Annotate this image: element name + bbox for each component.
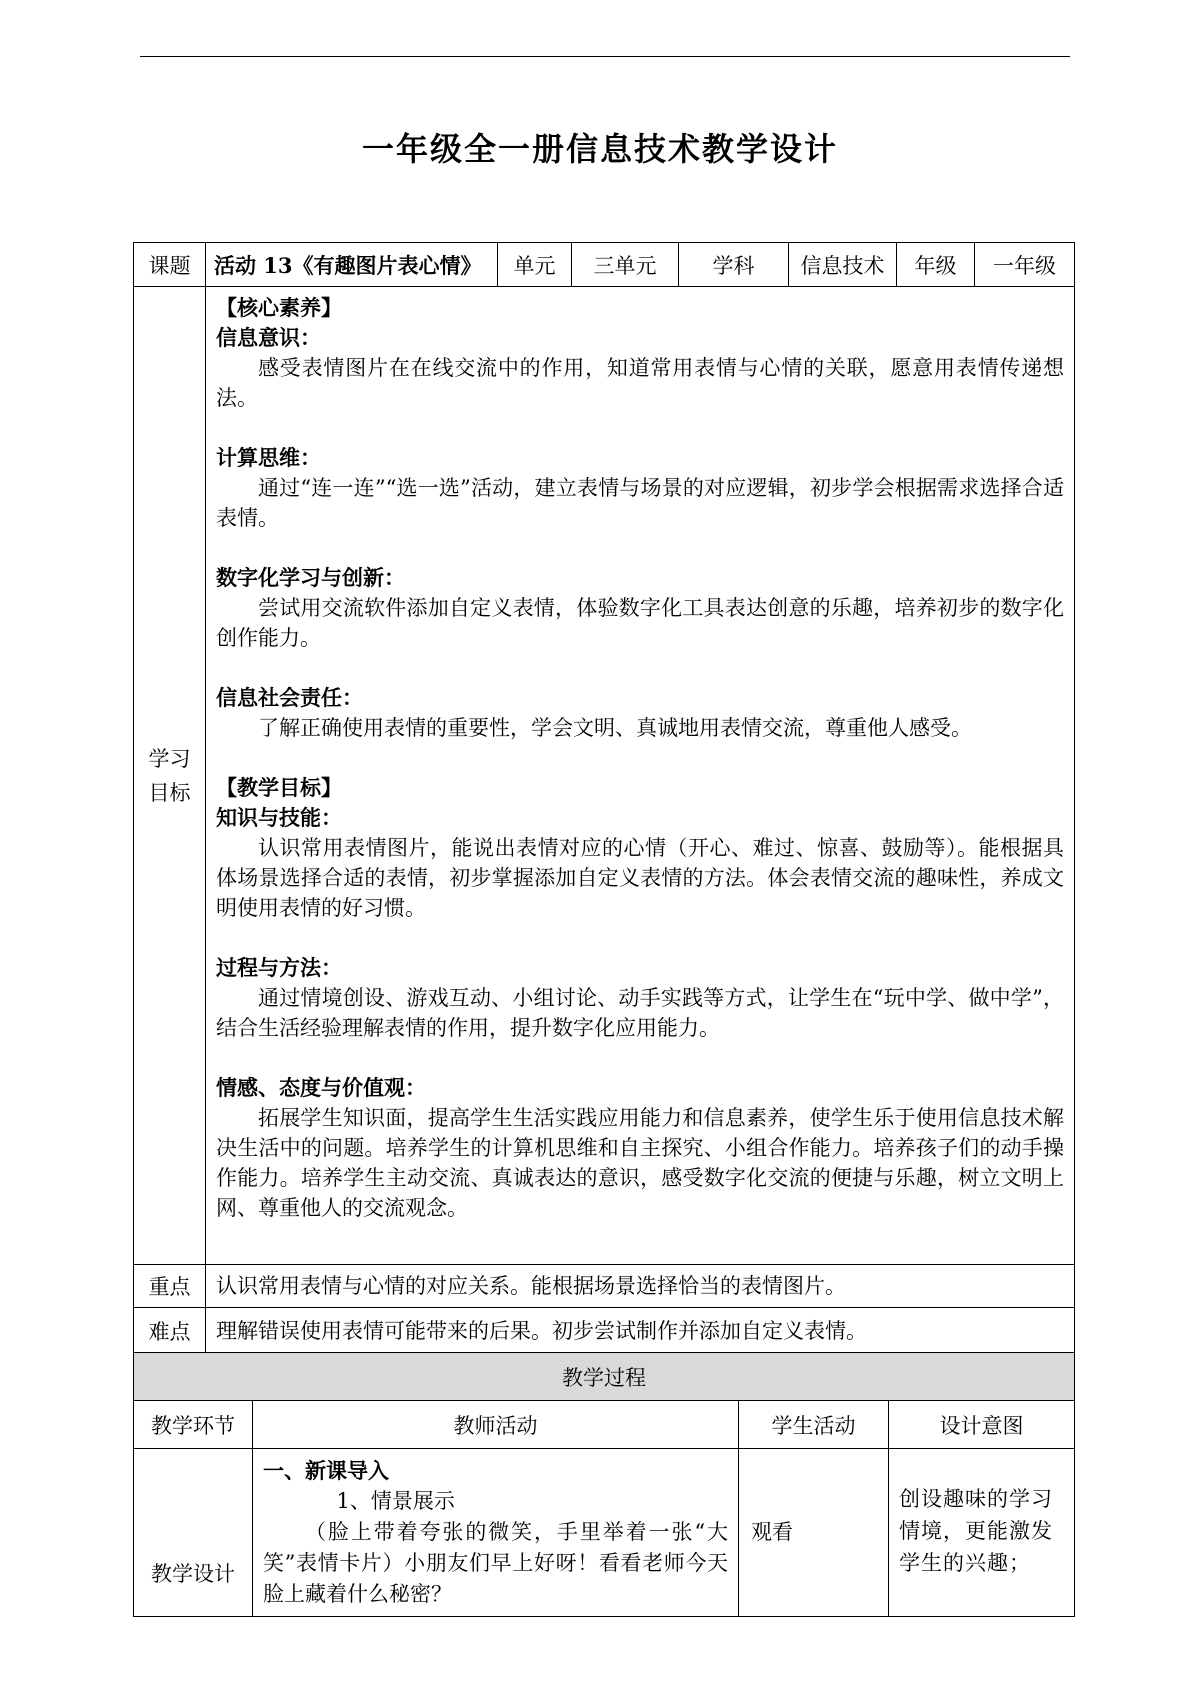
core-literacy-heading: 【核心素养】	[216, 295, 342, 320]
topic-value: 活动 13《有趣图片表心情》	[206, 243, 498, 287]
teaching-text-3: 拓展学生知识面，提高学生生活实践应用能力和信息素养，使学生乐于使用信息技术解决生活中的问题。培养学生的计算机思维和自主探究、小组合作能力。培养孩子们的动手操作能力。培养学生主动交流、真诚表达的意识，感受数字化交流的便捷与乐趣，树立文明上网、尊重他人的交流观念。	[216, 1106, 1064, 1220]
core-title-3: 数字化学习与创新：	[216, 565, 405, 590]
difficulty-label: 难点	[134, 1308, 206, 1354]
student-activity-cell: 观看	[739, 1449, 889, 1617]
teaching-process-table	[133, 1352, 1075, 1617]
lesson-info-table	[133, 242, 1075, 1354]
core-text-2: 通过“连一连”“选一选”活动，建立表情与场景的对应逻辑，初步学会根据需求选择合适表情。	[216, 476, 1064, 530]
core-text-1: 感受表情图片在在线交流中的作用，知道常用表情与心情的关联，愿意用表情传递想法。	[216, 356, 1064, 410]
stage-cell: 教学设计	[134, 1449, 253, 1617]
process-heading-row	[134, 1353, 1075, 1401]
grade-value: 一年级	[975, 243, 1075, 287]
core-text-4: 了解正确使用表情的重要性，学会文明、真诚地用表情交流，尊重他人感受。	[258, 716, 972, 740]
subject-value: 信息技术	[789, 243, 897, 287]
teaching-title-1: 知识与技能：	[216, 805, 342, 830]
column-stage: 教学环节	[134, 1401, 253, 1449]
header-rule	[140, 56, 1070, 57]
teacher-section-title: 一、新课导入	[263, 1458, 389, 1483]
key-point-label: 重点	[134, 1265, 206, 1308]
objectives-label: 学习目标	[134, 287, 206, 1265]
process-columns-row	[134, 1401, 1075, 1449]
design-intent-cell: 创设趣味的学习情境，更能激发学生的兴趣；	[889, 1449, 1075, 1617]
difficulty-text: 理解错误使用表情可能带来的后果。初步尝试制作并添加自定义表情。	[206, 1308, 1075, 1354]
core-title-4: 信息社会责任：	[216, 685, 363, 710]
teaching-text-1: 认识常用表情图片，能说出表情对应的心情（开心、难过、惊喜、鼓励等）。能根据具体场景选择合适的表情，初步掌握添加自定义表情的方法。体会表情交流的趣味性，养成文明使用表情的好习惯。	[216, 836, 1064, 920]
column-intent: 设计意图	[889, 1401, 1075, 1449]
info-row	[134, 243, 1075, 287]
subject-label: 学科	[679, 243, 789, 287]
core-title-2: 计算思维：	[216, 445, 321, 470]
objectives-content	[206, 287, 1075, 1265]
unit-value: 三单元	[572, 243, 679, 287]
teacher-step: 1、情景展示	[336, 1489, 455, 1513]
topic-label: 课题	[134, 243, 206, 287]
document-title: 一年级全一册信息技术教学设计	[361, 130, 838, 168]
key-point-text: 认识常用表情与心情的对应关系。能根据场景选择恰当的表情图片。	[206, 1265, 1075, 1308]
core-title-1: 信息意识：	[216, 325, 321, 350]
core-text-3: 尝试用交流软件添加自定义表情，体验数字化工具表达创意的乐趣，培养初步的数字化创作能力。	[216, 596, 1064, 650]
process-row	[134, 1449, 1075, 1617]
objectives-row	[134, 287, 1075, 1265]
teaching-title-2: 过程与方法：	[216, 955, 342, 980]
column-teacher: 教师活动	[253, 1401, 739, 1449]
teaching-text-2: 通过情境创设、游戏互动、小组讨论、动手实践等方式，让学生在“玩中学、做中学”，结合生活经验理解表情的作用，提升数字化应用能力。	[216, 986, 1064, 1040]
teacher-activity-cell	[253, 1449, 739, 1617]
teacher-text: （脸上带着夸张的微笑，手里举着一张“大笑”表情卡片）小朋友们早上好呀！看看老师今天脸上藏着什么秘密？	[263, 1520, 728, 1606]
grade-label: 年级	[897, 243, 975, 287]
difficulty-row	[134, 1308, 1075, 1354]
process-heading: 教学过程	[134, 1353, 1075, 1401]
column-student: 学生活动	[739, 1401, 889, 1449]
unit-label: 单元	[498, 243, 572, 287]
teaching-goals-heading: 【教学目标】	[216, 775, 342, 800]
teaching-title-3: 情感、态度与价值观：	[216, 1075, 426, 1100]
key-point-row	[134, 1265, 1075, 1308]
